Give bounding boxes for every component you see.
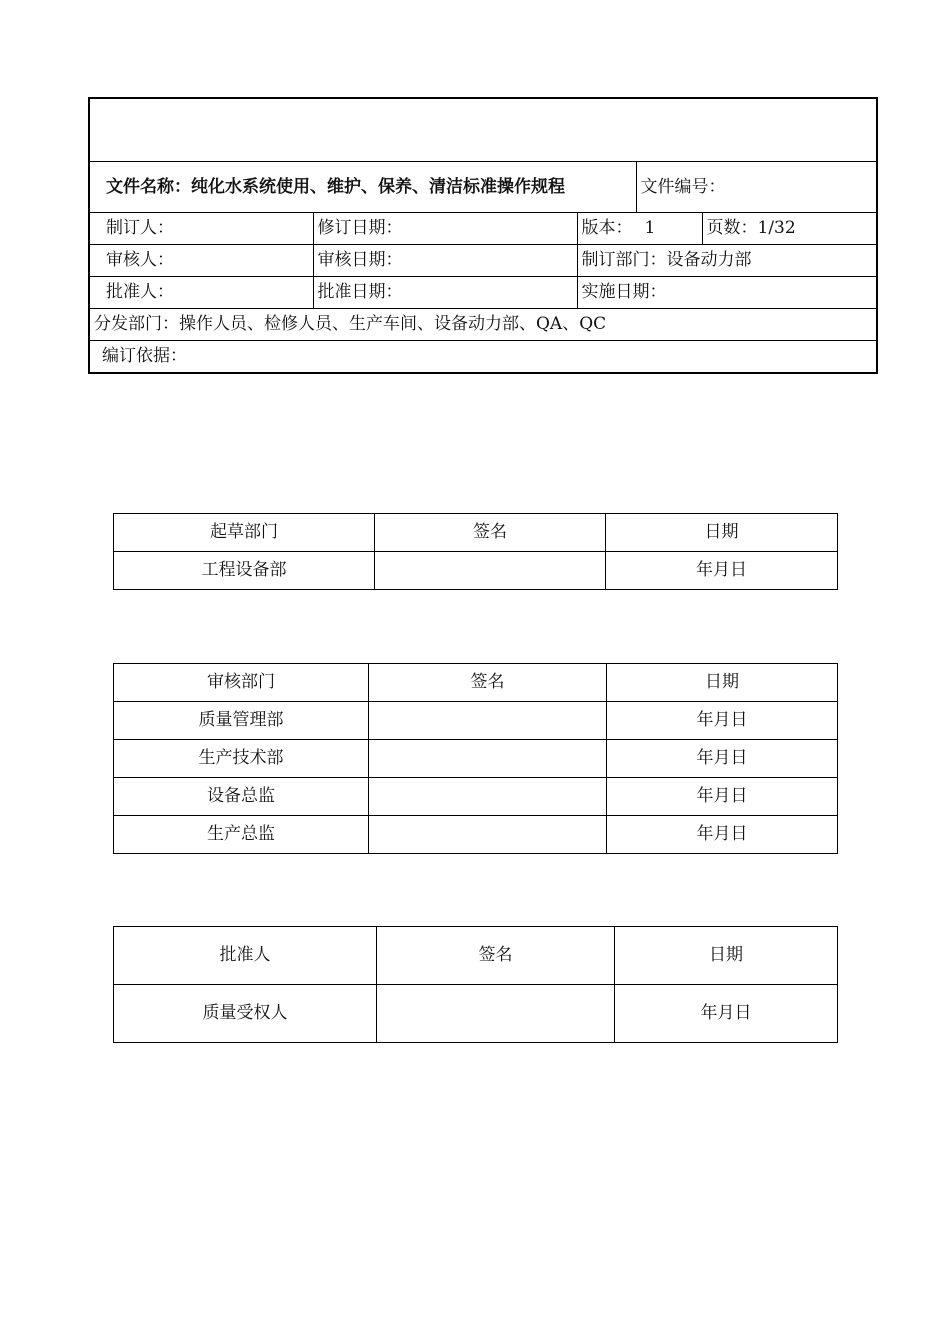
header-cell: 签名 — [375, 514, 606, 552]
header-cell: 日期 — [607, 664, 838, 702]
table-row — [114, 702, 838, 740]
pages-label: 页数： — [706, 218, 758, 238]
version-label: 版本： — [581, 218, 633, 238]
date-cell: 年月日 — [615, 985, 838, 1043]
version-value: 1 — [644, 218, 656, 238]
doc-number-label: 文件编号： — [636, 162, 877, 213]
dept-cell: 生产总监 — [114, 816, 369, 854]
review-signature-table — [113, 663, 838, 854]
table-row — [114, 816, 838, 854]
header-cell: 签名 — [369, 664, 607, 702]
date-cell: 年月日 — [607, 702, 838, 740]
dept-label: 制订部门： — [581, 250, 667, 270]
header-blank-row — [89, 98, 877, 162]
signature-cell[interactable] — [375, 552, 606, 590]
signature-cell[interactable] — [369, 740, 607, 778]
header-cell: 日期 — [606, 514, 838, 552]
dept-cell: 生产技术部 — [114, 740, 369, 778]
approve-date-label: 批准日期： — [313, 277, 577, 309]
header-cell: 日期 — [615, 927, 838, 985]
dept-cell: 质量管理部 — [114, 702, 369, 740]
approve-signature-table — [113, 926, 838, 1043]
table-row — [114, 985, 838, 1043]
dept-cell: 设备总监 — [114, 778, 369, 816]
table-header-row — [114, 927, 838, 985]
date-cell: 年月日 — [607, 778, 838, 816]
header-cell: 审核部门 — [114, 664, 369, 702]
table-row — [114, 740, 838, 778]
dept-value: 设备动力部 — [666, 250, 752, 270]
signature-cell[interactable] — [369, 816, 607, 854]
document-title: 文件名称：纯化水系统使用、维护、保养、清洁标准操作规程 — [89, 162, 636, 213]
header-cell: 起草部门 — [114, 514, 375, 552]
revision-date-label: 修订日期： — [313, 213, 577, 245]
pages-cell — [702, 213, 877, 245]
table-row — [114, 778, 838, 816]
pages-value: 1/32 — [757, 218, 796, 238]
approver-label: 批准人： — [89, 277, 313, 309]
preparer-label: 制订人： — [89, 213, 313, 245]
dept-cell: 工程设备部 — [114, 552, 375, 590]
basis-label: 编订依据： — [89, 341, 877, 373]
signature-cell[interactable] — [369, 778, 607, 816]
table-header-row — [114, 514, 838, 552]
approver-cell: 质量受权人 — [114, 985, 377, 1043]
date-cell: 年月日 — [607, 740, 838, 778]
signature-cell[interactable] — [377, 985, 615, 1043]
table-row — [114, 552, 838, 590]
signature-cell[interactable] — [369, 702, 607, 740]
header-cell: 签名 — [377, 927, 615, 985]
draft-signature-table — [113, 513, 838, 590]
date-cell: 年月日 — [607, 816, 838, 854]
date-cell: 年月日 — [606, 552, 838, 590]
table-header-row — [114, 664, 838, 702]
effective-date-label: 实施日期： — [577, 277, 877, 309]
distribution: 分发部门：操作人员、检修人员、生产车间、设备动力部、QA、QC — [89, 309, 877, 341]
header-cell: 批准人 — [114, 927, 377, 985]
review-date-label: 审核日期： — [313, 245, 577, 277]
document-header-table — [88, 97, 878, 374]
version-cell — [577, 213, 702, 245]
dept-cell — [577, 245, 877, 277]
reviewer-label: 审核人： — [89, 245, 313, 277]
